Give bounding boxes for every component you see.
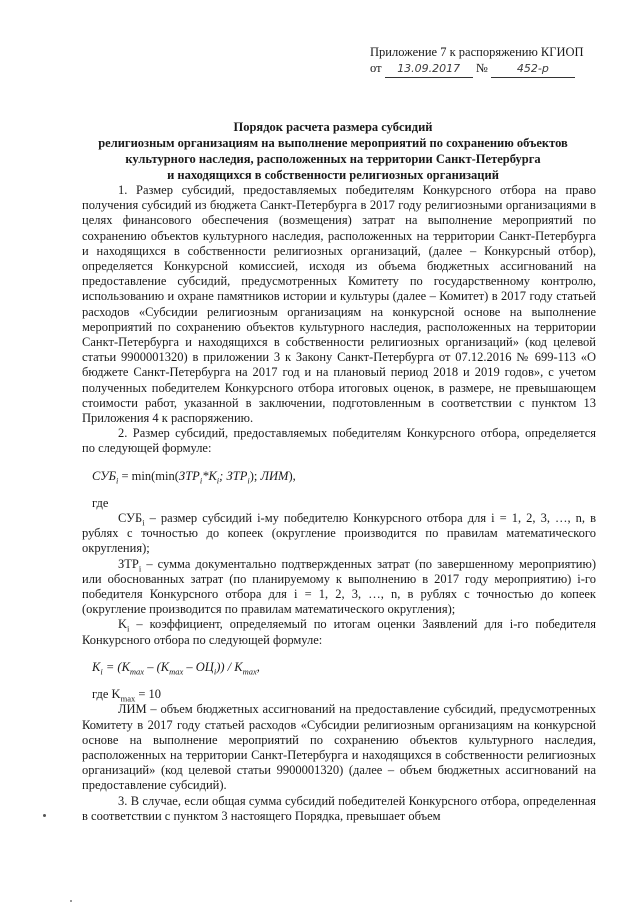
def-k-text: – коэффициент, определяемый по итогам оценки Заявлений для i-го победителя Конкурсного отбора по следующей формуле:: [82, 617, 596, 647]
formula2-max2: max: [169, 666, 184, 677]
formula-close: );: [249, 468, 261, 483]
formula2-oc: – ОЦ: [183, 659, 214, 674]
paragraph-1: 1. Размер субсидий, предоставляемых победителям Конкурсного отбора на право получения субсидий из бюджета Санкт-Петербурга в 2017 году религиозными организациями в целях финансового обеспечения (возмещения) затрат на выполнение мероприятий по сохранению объектов культурного наследия, расположенных на территории Санкт-Петербурга и находящихся в собственности религиозных организаций, (далее – Конкурсный отбор), определяется Конкурсной комиссией, исходя из объема бюджетных ассигнований на предоставление субсидий, предусмотренных Комитету по государственному контролю, использованию и охране памятников истории и культуры (далее – Комитет) в 2017 году статьей расходов «Субсидии религиозным организациям на конкурсной основе на выполнение мероприятий по сохранению объектов культурного наследия, расположенных на территории Санкт-Петербурга и находящихся в собственности религиозных организаций» (код целевой статьи 9900001320) в приложении 3 к Закону Санкт-Петербурга от 07.12.2016 № 699-113 «О бюджете Санкт-Петербурга на 2017 год и на плановый период 2018 и 2019 годов», с учетом полученных победителем Конкурсного отбора итоговых оценок, в размере, не превышающем стоимости работ, указанной в заключении, подготовленным в соответствии с пунктом 13 Приложения 4 к распоряжению.: [82, 183, 596, 426]
formula-star: *: [202, 468, 209, 483]
formula2-end: ,: [256, 659, 260, 674]
document-title: [72, 119, 594, 183]
formula-lhs: СУБ: [92, 468, 116, 483]
title-line-1: Порядок расчета размера субсидий: [233, 120, 433, 134]
formula-k-sub: i: [216, 475, 220, 486]
definition-lim: ЛИМ – объем бюджетных ассигнований на предоставление субсидий, предусмотренных Комитету в 2017 году статьей расходов «Субсидии религиозным организациям на конкурсной основе на выполнение мероприятий по сохранению объектов культурного наследия, расположенных на территории Санкт-Петербурга и находящихся в собственности религиозных организаций» (код целевой статьи 9900001320) (далее – объем бюджетных ассигнований на предоставление субсидий).: [82, 702, 596, 793]
formula2-k: K: [92, 659, 101, 674]
formula2-mid: = (K: [102, 659, 130, 674]
def-ztr-sub: i: [138, 563, 142, 574]
formula2-max3: max: [242, 666, 257, 677]
annex-date-number-line: [370, 60, 595, 78]
definition-sub: [82, 511, 596, 557]
def-sub-text: – размер субсидий i-му победителю Конкурсного отбора для i = 1, 2, 3, …, n, в рублях с точностью до копеек (округление производится по правилам математического округления);: [82, 511, 596, 556]
formula2-close: )) / K: [216, 659, 243, 674]
formula-lhs-sub: i: [115, 475, 119, 486]
formula-ztr-b: ЗТР: [226, 468, 248, 483]
title-line-2: религиозным организациям на выполнение мероприятий по сохранению объектов: [98, 136, 568, 150]
def-ztr-text: – сумма документально подтвержденных затрат (по завершенному мероприятию) или обоснованных затрат (по планируемому к выполнению в 2017 году мероприятию) i-го победителя Конкурсного отбора для i = 1, 2, 3, …, n, в рублях с точностью до копеек (округление производится по правилам математического округления);: [82, 556, 596, 617]
formula-k: K: [208, 468, 217, 483]
document-body: [82, 183, 596, 824]
kmax-sub: max: [120, 693, 136, 704]
formula-end: ),: [288, 468, 296, 483]
subsidy-formula: [92, 469, 596, 484]
formula2-minus: – (K: [144, 659, 170, 674]
kmax-definition: [92, 687, 596, 702]
def-sub-head: СУБ: [118, 511, 143, 526]
formula2-max1: max: [129, 666, 145, 677]
margin-dot: [43, 814, 46, 817]
coefficient-formula: [92, 660, 596, 675]
from-label: от: [370, 61, 382, 75]
formula-fn: min(min(: [131, 468, 179, 483]
formula-ztr-a: ЗТР: [178, 468, 200, 483]
title-line-3: культурного наследия, расположенных на территории Санкт-Петербурга: [125, 152, 541, 166]
title-line-4: и находящихся в собственности религиозных организаций: [167, 168, 499, 182]
definition-k: [82, 617, 596, 647]
formula2-k-sub: i: [100, 666, 103, 677]
def-sub-sub: i: [142, 517, 145, 528]
annex-header: [370, 44, 595, 78]
formula-ztr-a-sub: i: [199, 475, 203, 486]
definition-ztr: [82, 557, 596, 618]
formula-lim: ЛИМ: [260, 468, 289, 483]
margin-dot-2: [70, 900, 72, 902]
formula-ztr-b-sub: i: [247, 475, 250, 486]
def-ztr-head: ЗТР: [118, 556, 139, 571]
formula2-oc-sub: i: [213, 666, 217, 677]
def-k-sub: i: [127, 623, 130, 634]
handwritten-number: 452-р: [491, 61, 575, 78]
annex-title: Приложение 7 к распоряжению КГИОП: [370, 45, 584, 59]
handwritten-date: 13.09.2017: [385, 61, 473, 78]
formula-sep: ;: [219, 468, 227, 483]
number-label: №: [475, 61, 488, 75]
kmax-value: = 10: [135, 687, 162, 702]
paragraph-3: 3. В случае, если общая сумма субсидий победителей Конкурсного отбора, определенная в соответствии с пунктом 3 настоящего Порядка, превышает объем: [82, 793, 596, 823]
def-k-head: K: [118, 617, 128, 632]
paragraph-2: 2. Размер субсидий, предоставляемых победителям Конкурсного отбора, определяется по следующей формуле:: [82, 426, 596, 456]
where-label: где: [92, 495, 109, 510]
kmax-label: где K: [92, 687, 121, 702]
formula-eq: =: [118, 468, 132, 483]
